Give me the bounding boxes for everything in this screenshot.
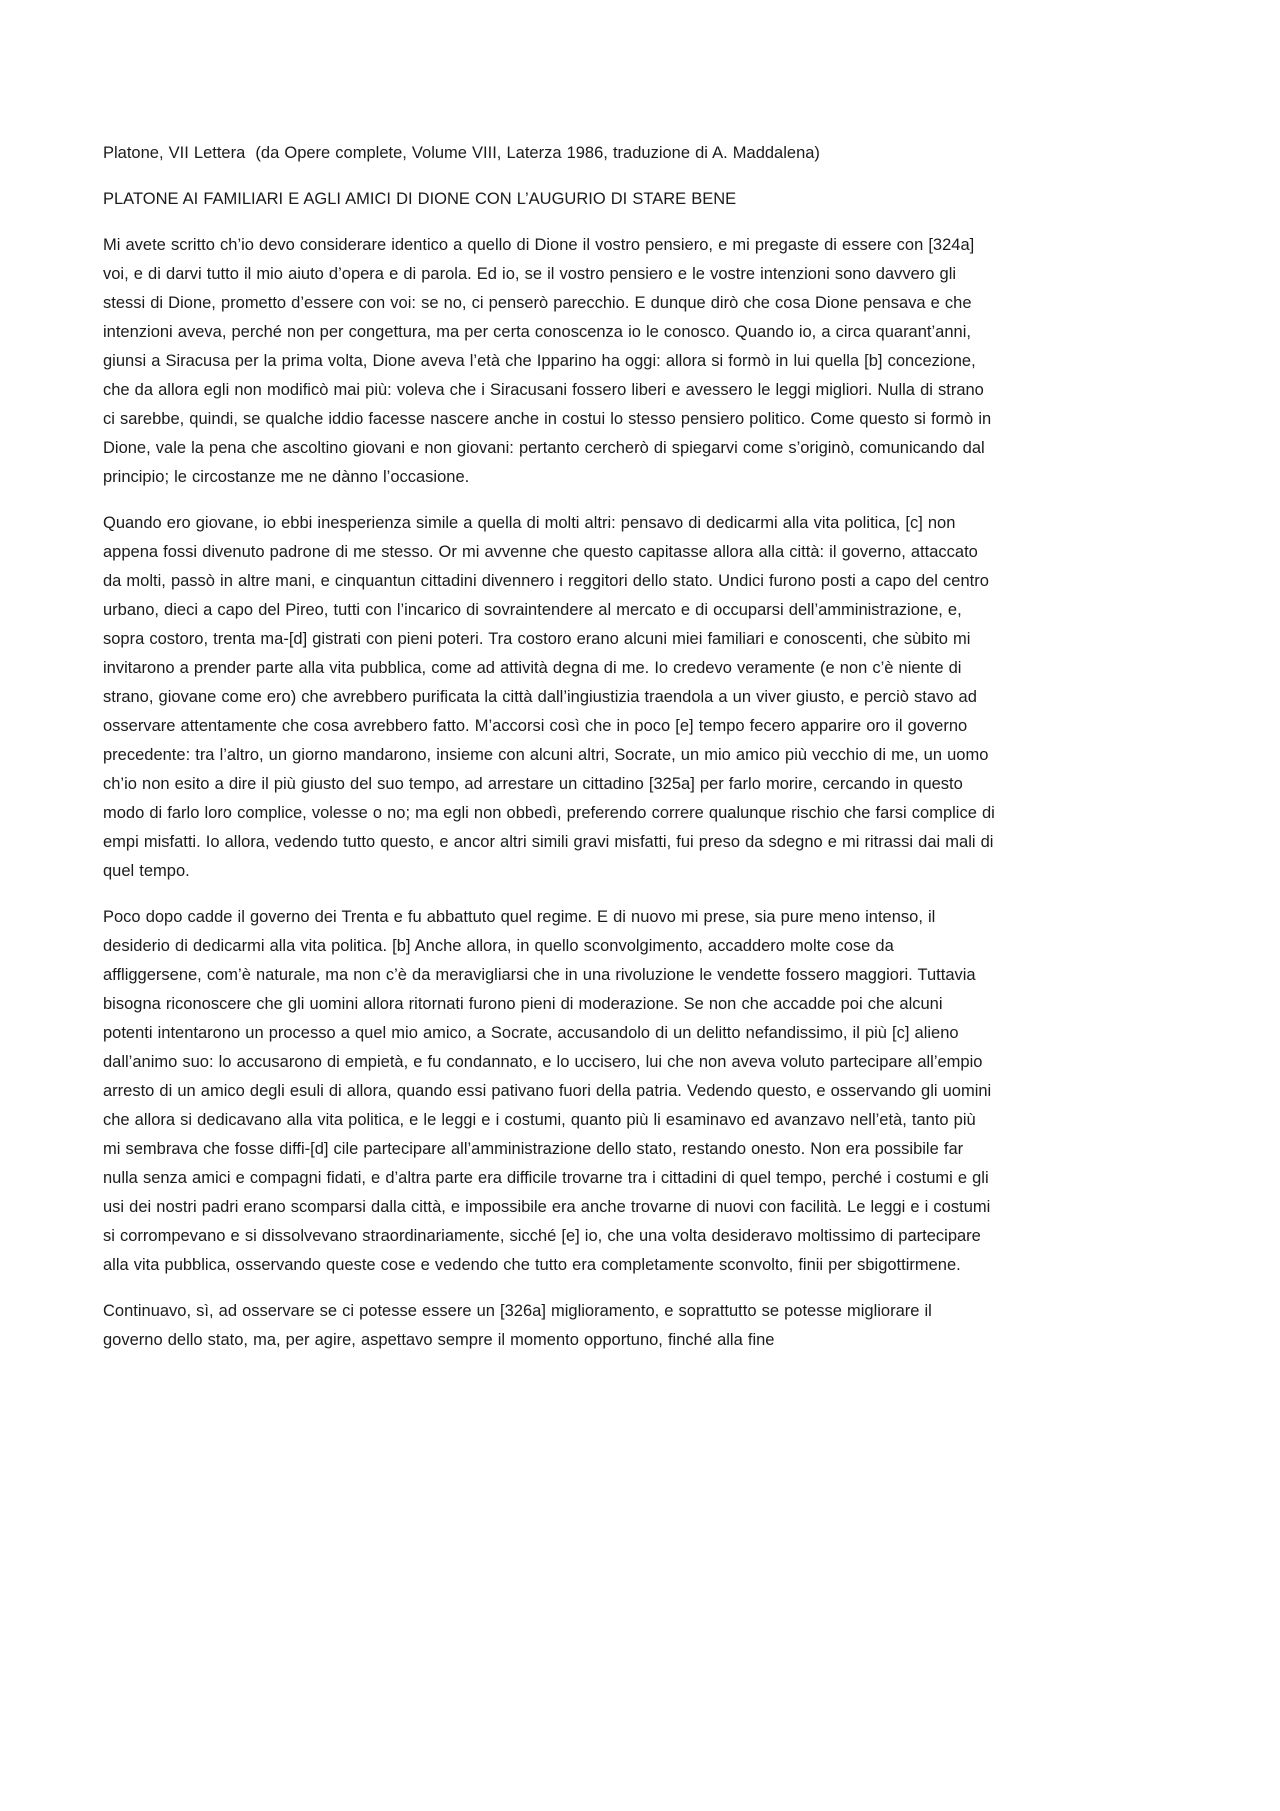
document-title: Platone, VII Lettera (da Opere complete, Volume VIII, Laterza 1986, traduzione di A. Maddalena)	[103, 144, 820, 162]
paragraph-1: Mi avete scritto ch’io devo considerare identico a quello di Dione il vostro pensiero, e mi pregaste di essere con [324a] voi, e di darvi tutto il mio aiuto d’opera e di parola. Ed io, se il vostro pensiero e le vostre intenzioni sono davvero gli stessi di Dione, prometto d’essere con voi: se no, ci penserò parecchio. E dunque dirò che cosa Dione pensava e che intenzioni aveva, perché non per congettura, ma per certa conoscenza io le conosco. Quando io, a circa quarant’anni, giunsi a Siracusa per la prima volta, Dione aveva l’età che Ipparino ha oggi: allora si formò in lui quella [b] concezione, che da allora egli non modificò mai più: voleva che i Siracusani fossero liberi e avessero le leggi migliori. Nulla di strano ci sarebbe, quindi, se qualche iddio facesse nascere anche in costui lo stesso pensiero politico. Come questo si formò in Dione, vale la pena che ascoltino giovani e non giovani: pertanto cercherò di spiegarvi come s’originò, comunicando dal principio; le circostanze me ne dànno l’occasione.	[103, 236, 992, 486]
paragraph-4: Continuavo, sì, ad osservare se ci potesse essere un [326a] miglioramento, e soprattutto se potesse migliorare il governo dello stato, ma, per agire, aspettavo sempre il momento opportuno, finché alla fine	[103, 1302, 932, 1349]
paragraph-2: Quando ero giovane, io ebbi inesperienza simile a quella di molti altri: pensavo di dedicarmi alla vita politica, [c] non appena fossi divenuto padrone di me stesso. Or mi avvenne che questo capitasse allora alla città: il governo, attaccato da molti, passò in altre mani, e cinquantun cittadini divennero i reggitori dello stato. Undici furono posti a capo del centro urbano, dieci a capo del Pireo, tutti con l’incarico di sovraintendere al mercato e di occuparsi dell’amministrazione, e, sopra costoro, trenta ma-[d] gistrati con pieni poteri. Tra costoro erano alcuni miei familiari e conoscenti, che sùbito mi invitarono a prender parte alla vita pubblica, come ad attività degna di me. Io credevo veramente (e non c’è niente di strano, giovane come ero) che avrebbero purificata la città dall’ingiustizia traendola a un viver giusto, e perciò stavo ad osservare attentamente che cosa avrebbero fatto. M’accorsi così che in poco [e] tempo fecero apparire oro il governo precedente: tra l’altro, un giorno mandarono, insieme con alcuni altri, Socrate, un mio amico più vecchio di me, un uomo ch’io non esito a dire il più giusto del suo tempo, ad arrestare un cittadino [325a] per farlo morire, cercando in questo modo di farlo loro complice, volesse o no; ma egli non obbedì, preferendo correre qualunque rischio che farsi complice di empi misfatti. Io allora, vedendo tutto questo, e ancor altri simili gravi misfatti, fui preso da sdegno e mi ritrassi dai mali di quel tempo.	[103, 514, 995, 880]
document-salutation-heading: PLATONE AI FAMILIARI E AGLI AMICI DI DIONE CON L’AUGURIO DI STARE BENE	[103, 190, 737, 208]
paragraph-3: Poco dopo cadde il governo dei Trenta e fu abbattuto quel regime. E di nuovo mi prese, sia pure meno intenso, il desiderio di dedicarmi alla vita politica. [b] Anche allora, in quello sconvolgimento, accaddero molte cose da affliggersene, com’è naturale, ma non c’è da meravigliarsi che in una rivoluzione le vendette fossero maggiori. Tuttavia bisogna riconoscere che gli uomini allora ritornati furono pieni di moderazione. Se non che accadde poi che alcuni potenti intentarono un processo a quel mio amico, a Socrate, accusandolo di un delitto nefandissimo, il più [c] alieno dall’animo suo: lo accusarono di empietà, e fu condannato, e lo uccisero, lui che non aveva voluto partecipare all’empio arresto di un amico degli esuli di allora, quando essi pativano fuori della patria. Vedendo questo, e osservando gli uomini che allora si dedicavano alla vita politica, e le leggi e i costumi, quanto più li esaminavo ed avanzavo nell’età, tanto più mi sembrava che fosse diffi-[d] cile partecipare all’amministrazione dello stato, restando onesto. Non era possibile far nulla senza amici e compagni fidati, e d’altra parte era difficile trovarne tra i cittadini di quel tempo, perché i costumi e gli usi dei nostri padri erano scomparsi dalla città, e impossibile era anche trovarne di nuovi con facilità. Le leggi e i costumi si corrompevano e si dissolvevano straordinariamente, sicché [e] io, che una volta desideravo moltissimo di partecipare alla vita pubblica, osservando queste cose e vedendo che tutto era completamente sconvolto, finii per sbigottirmene.	[103, 908, 992, 1274]
